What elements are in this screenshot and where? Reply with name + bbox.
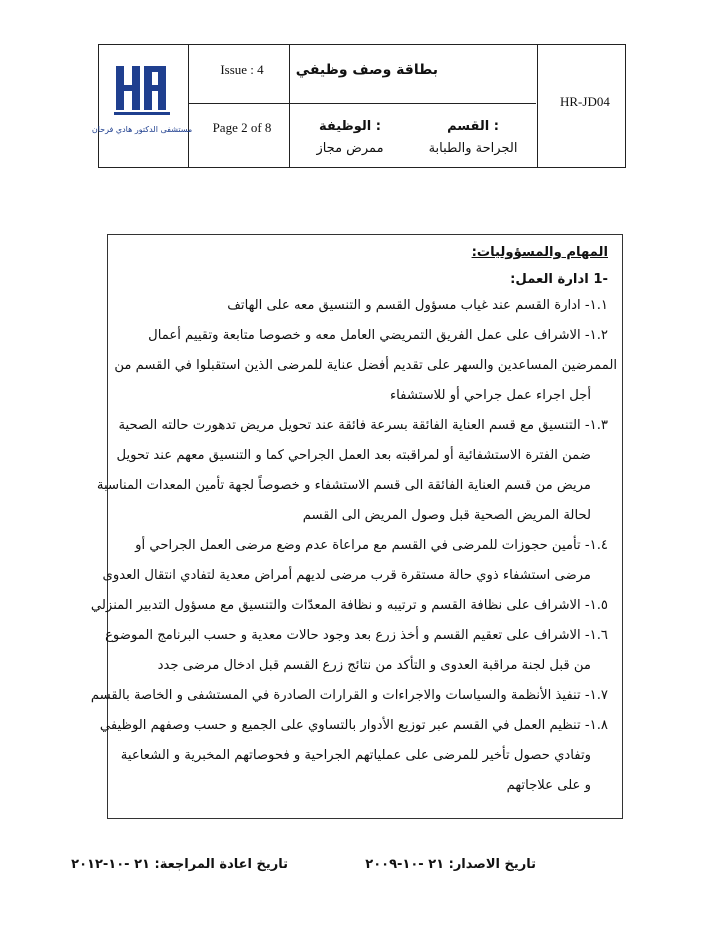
duty-line: ١.٧- تنفيذ الأنظمة والسياسات والاجراءات و القرارات الصادرة في المستشفى و الخاصة بالقسم <box>90 688 608 703</box>
duty-line: الممرضين المساعدين والسهر على تقديم أفضل عناية للمرضى الذين استقبلوا في القسم من <box>114 358 617 373</box>
document-title: بطاقة وصف وظيفي <box>295 62 438 78</box>
review-date: تاريخ اعادة المراجعة: ٢١ -١٠-٢٠١٢ <box>71 857 288 872</box>
duty-line: ١.٥- الاشراف على نظافة القسم و ترتيبه و نظافة المعدّات والتنسيق مع مسؤول التدبير المنزلي <box>90 598 608 613</box>
duty-line: ١.٨- تنظيم العمل في القسم عبر توزيع الأدوار بالتساوي على الجميع و حسب وصفهم الوظيفي <box>99 718 608 733</box>
duty-line: وتفادي حصول تأخير للمرضى على عملياتهم الجراحية و فحوصاتهم المخبرية و الشعاعية <box>120 748 591 763</box>
issue-date: تاريخ الاصدار: ٢١ -١٠-٢٠٠٩ <box>365 857 536 872</box>
document-code: HR-JD04 <box>560 94 610 109</box>
duty-line: ١.٦- الاشراف على تعقيم القسم و أخذ زرع بعد وجود حالات معدية و حسب البرنامج الموضوع <box>105 628 608 643</box>
job-label: : الوظيفة <box>318 119 381 134</box>
page-number: Page 2 of 8 <box>212 120 272 135</box>
duty-line: مريض من قسم العناية الفائقة الى قسم الاستشفاء و خصوصاً لجهة تأمين المعدات المناسبة <box>96 478 591 493</box>
duty-line: ١.٢- الاشراف على عمل الفريق التمريضي العامل معه و خصوصا متابعة وتقييم أعمال <box>148 328 608 343</box>
logo-caption: مستشفى الدكتور هادي فرحان <box>91 125 193 134</box>
section-title: المهام والمسؤوليات: <box>471 245 608 260</box>
department-label: : القسم <box>447 119 499 134</box>
duty-line: أجل اجراء عمل جراحي أو للاستشفاء <box>389 388 591 403</box>
subsection-title: -1 ادارة العمل: <box>510 272 608 287</box>
duty-line: من قبل لجنة مراقبة العدوى و التأكد من نتائج زرع القسم قبل ادخال مرضى جدد <box>157 658 591 673</box>
duty-line: ضمن الفترة الاستشفائية أو لمراقبته بعد العمل الجراحي كما و التنسيق معهم عند تحويل <box>116 448 591 463</box>
duty-line: ١.٣- التنسيق مع قسم العناية الفائقة بسرعة فائقة عند تحويل مريض تدهورت حالته الصحية <box>118 418 608 433</box>
duties-box <box>107 234 623 819</box>
department-value: الجراحة والطبابة <box>428 141 518 156</box>
duty-line: لحالة المريض الصحية قبل وصول المريض الى القسم <box>302 508 591 523</box>
issue-number: Issue : 4 <box>220 62 264 77</box>
duty-line: ١.١- ادارة القسم عند غياب مسؤول القسم و التنسيق معه على الهاتف <box>227 298 608 313</box>
duty-line: ١.٤- تأمين حجوزات للمرضى في القسم مع مراعاة عدم وضع مرضى العمل الجراحي أو <box>135 538 608 553</box>
duty-line: مرضى استشفاء ذوي حالة مستقرة قرب مرضى لديهم أمراض معدية لتفادي انتقال العدوى <box>102 568 591 583</box>
hospital-logo <box>91 60 193 144</box>
job-value: ممرض مجاز <box>316 141 384 156</box>
duty-line: و على علاجاتهم <box>506 778 591 793</box>
